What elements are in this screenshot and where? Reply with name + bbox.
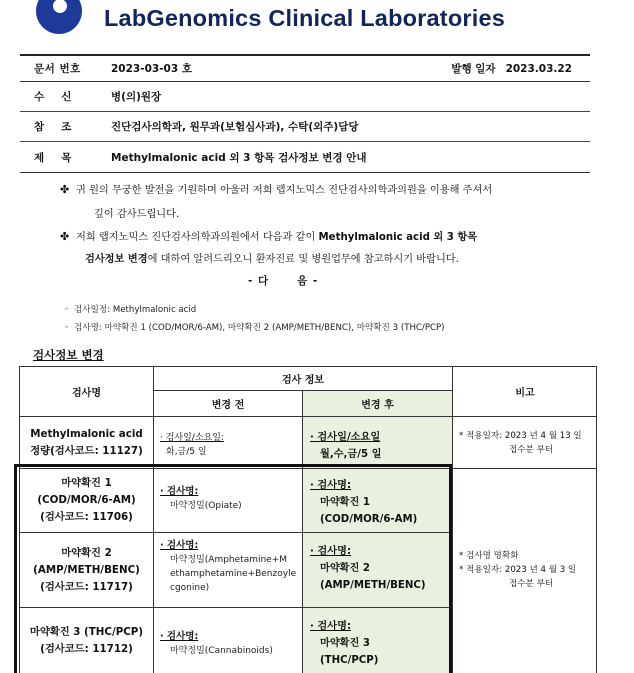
notice-p2-line2-post: 에 대하여 알려드리오니 환자진료 및 병원업무에 참고하시기 바랍니다. [147,254,459,265]
table-row-4-before [154,608,303,673]
clover-mark-icon: ✤ [60,183,70,196]
table-row-1-after [303,417,453,469]
row3-name-line2: (AMP/METH/BENC) [33,563,140,576]
table-row-4-name [20,608,154,673]
row4-name-line1: 마약확진 3 (THC/PCP) [29,626,144,638]
row1-after-head: · 검사일/소요일 [310,432,381,443]
row4-before-head: · 검사명: [160,631,199,642]
table-row-2-name [20,469,154,533]
header-note: 비고 [453,367,597,417]
bullet-item-1 [64,303,196,315]
row3-after-head: · 검사명: [310,546,352,557]
header-before: 변경 전 [154,391,303,417]
row1-name-line1: Methylmalonic acid [30,427,143,440]
bullet-dot-icon: ◦ [64,323,70,333]
issue-date-label: 발행 일자 [451,63,496,75]
notice-p1-line2: 깊이 감사드립니다. [94,209,180,220]
row3-name-line1: 마약확진 2 [61,546,112,559]
row3-before-detail-1: 마약정밀(Amphetamine+M [170,555,288,565]
notice-p1-line1: 귀 원의 무궁한 발전을 기원하며 아울러 저희 랩지노믹스 진단검사의학과의원을 이용해 주셔서 [76,185,493,196]
row4-after-head: · 검사명: [310,621,352,632]
notice-p2-line2 [85,250,459,265]
recipient-value: 병(의)원장 [111,91,162,103]
table-row-1-before [154,417,303,469]
header-test-name: 검사명 [20,367,154,417]
row2-after-detail-2: (COD/MOR/6-AM) [320,514,418,525]
row1-note-line1: * 적용일자: 2023 년 4 월 13 일 [459,430,582,441]
subject-label: 제 목 [34,151,72,164]
row2-after-detail-1: 마약확진 1 [320,497,370,508]
clover-mark-icon: ✤ [60,230,70,243]
doc-number-value: 2023-03-03 호 [111,63,192,75]
row1-after-detail: 월,수,금/5 일 [320,449,382,460]
table-row-1-name [20,417,154,469]
row2-after-head: · 검사명: [310,480,352,491]
row3-before-detail-2: ethamphetamine+Benzoyle [170,569,297,579]
row3-name-line3: (검사코드: 11717) [40,580,133,593]
bullet-dot-icon: ◦ [64,305,70,315]
row4-after-detail-2: (THC/PCP) [320,655,379,666]
row1-note-line2: 접수분 부터 [509,444,554,455]
table-row-4-after [303,608,453,673]
table-row-2-after [303,469,453,533]
row3-after-detail-1: 마약확진 2 [320,563,370,574]
group-note-line1: * 검사명 명확화 [459,551,519,561]
table-row-3-before [154,533,303,608]
notice-paragraph-2 [60,228,477,243]
bullet-item-2 [64,321,445,333]
row2-before-detail: 마약정밀(Opiate) [170,501,242,511]
table-row-2-before [154,469,303,533]
header-test-info: 검사 정보 [154,367,453,391]
doc-number-label: 문서 번호 [34,63,81,75]
row1-before-head: · 검사일/소요일: [160,433,224,443]
test-info-table [19,366,597,673]
row2-name-line2: (COD/MOR/6-AM) [37,494,136,506]
recipient-row [20,82,590,112]
table-group-note [453,469,597,673]
group-note-line3: 접수분 부터 [509,579,554,589]
subject-value: Methylmalonic acid 외 3 항목 검사정보 변경 안내 [111,151,367,164]
table-row-3-name [20,533,154,608]
row4-name-line2: (검사코드: 11712) [40,643,133,655]
dagum-heading: - 다 음 - [248,275,319,287]
row1-name-line2: 정량(검사코드: 11127) [30,444,143,457]
row1-before-detail: 화,금/5 일 [166,447,207,457]
table-row-1-note [453,417,597,469]
issue-date-value: 2023.03.22 [505,62,572,75]
labgenomics-logo-icon [36,0,82,36]
reference-label: 참 조 [34,121,72,133]
row2-name-line3: (검사코드: 11706) [40,511,133,523]
document-meta-table [20,54,590,173]
row3-after-detail-2: (AMP/METH/BENC) [320,580,426,591]
reference-value: 진단검사의학과, 원무과(보험심사과), 수탁(외주)담당 [111,121,359,133]
section-title: 검사정보 변경 [33,348,104,362]
notice-p2-line1-bold: Methylmalonic acid 외 3 항목 [318,232,478,243]
company-name: LabGenomics Clinical Laboratories [104,5,505,31]
subject-row [20,142,590,173]
row4-before-detail: 마약정밀(Cannabinoids) [170,646,273,656]
bullet-item-1-text: 검사일정: Methylmalonic acid [74,305,197,315]
row2-before-head: · 검사명: [160,486,199,497]
notice-paragraph-1 [60,181,492,196]
row3-before-detail-3: cgonine) [170,583,210,593]
header-after: 변경 후 [303,391,453,417]
recipient-label: 수 신 [34,91,72,103]
bullet-item-2-text: 검사명: 마약확진 1 (COD/MOR/6-AM), 마약확진 2 (AMP/METH/BENC), 마약확진 3 (THC/PCP) [74,323,445,333]
reference-row [20,112,590,142]
table-row-3-after [303,533,453,608]
notice-p2-line2-bold: 검사정보 변경 [85,254,148,265]
row3-before-head: · 검사명: [160,540,199,551]
row4-after-detail-1: 마약확진 3 [320,638,370,649]
group-note-line2: * 적용일자: 2023 년 4 월 3 일 [459,565,577,575]
notice-p2-line1-pre: 저희 랩지노믹스 진단검사의학과의원에서 다음과 같이 [76,232,319,243]
row2-name-line1: 마약확진 1 [61,477,112,489]
doc-number-row [20,56,590,82]
